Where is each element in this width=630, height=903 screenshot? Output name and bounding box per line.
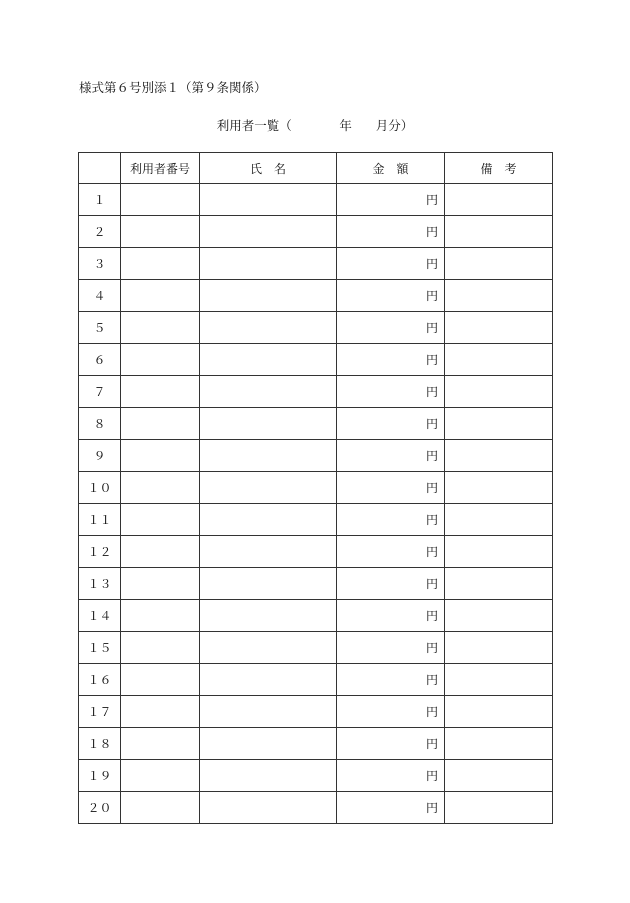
amount-cell[interactable]: 円 <box>337 280 445 312</box>
amount-cell[interactable]: 円 <box>337 472 445 504</box>
row-number: ９ <box>79 440 121 472</box>
amount-cell[interactable]: 円 <box>337 760 445 792</box>
user-number-cell[interactable] <box>121 600 200 632</box>
name-cell[interactable] <box>200 376 337 408</box>
name-cell[interactable] <box>200 408 337 440</box>
remarks-cell[interactable] <box>445 568 553 600</box>
title-month-blank <box>352 118 376 133</box>
row-number: １６ <box>79 664 121 696</box>
name-cell[interactable] <box>200 216 337 248</box>
table-row <box>79 568 553 600</box>
user-number-cell[interactable] <box>121 280 200 312</box>
name-cell[interactable] <box>200 760 337 792</box>
remarks-cell[interactable] <box>445 312 553 344</box>
remarks-cell[interactable] <box>445 440 553 472</box>
remarks-cell[interactable] <box>445 504 553 536</box>
row-number: １５ <box>79 632 121 664</box>
table-row <box>79 760 553 792</box>
table-row <box>79 792 553 824</box>
form-number-label: 様式第６号別添１（第９条関係） <box>79 80 267 95</box>
row-number: ２０ <box>79 792 121 824</box>
remarks-cell[interactable] <box>445 344 553 376</box>
name-cell[interactable] <box>200 696 337 728</box>
name-cell[interactable] <box>200 440 337 472</box>
name-cell[interactable] <box>200 312 337 344</box>
name-cell[interactable] <box>200 568 337 600</box>
table-row <box>79 696 553 728</box>
amount-cell[interactable]: 円 <box>337 312 445 344</box>
row-number: ７ <box>79 376 121 408</box>
user-list-table <box>78 152 553 824</box>
row-number: ４ <box>79 280 121 312</box>
user-number-cell[interactable] <box>121 344 200 376</box>
user-number-cell[interactable] <box>121 216 200 248</box>
amount-cell[interactable]: 円 <box>337 600 445 632</box>
table-row <box>79 632 553 664</box>
remarks-cell[interactable] <box>445 792 553 824</box>
remarks-cell[interactable] <box>445 632 553 664</box>
row-number: １８ <box>79 728 121 760</box>
remarks-cell[interactable] <box>445 184 553 216</box>
remarks-cell[interactable] <box>445 760 553 792</box>
name-cell[interactable] <box>200 184 337 216</box>
table-row <box>79 248 553 280</box>
row-number: ８ <box>79 408 121 440</box>
amount-cell[interactable]: 円 <box>337 184 445 216</box>
name-cell[interactable] <box>200 600 337 632</box>
name-cell[interactable] <box>200 728 337 760</box>
table-row <box>79 504 553 536</box>
remarks-cell[interactable] <box>445 728 553 760</box>
name-cell[interactable] <box>200 472 337 504</box>
table-row <box>79 344 553 376</box>
title-year-blank <box>292 118 340 133</box>
amount-cell[interactable]: 円 <box>337 664 445 696</box>
table-row <box>79 536 553 568</box>
user-number-cell[interactable] <box>121 248 200 280</box>
amount-cell[interactable]: 円 <box>337 568 445 600</box>
remarks-cell[interactable] <box>445 248 553 280</box>
row-number: ２ <box>79 216 121 248</box>
row-number: １１ <box>79 504 121 536</box>
table-row <box>79 600 553 632</box>
header-remarks: 備 考 <box>445 153 553 184</box>
table-row <box>79 440 553 472</box>
document-title <box>0 118 630 134</box>
remarks-cell[interactable] <box>445 216 553 248</box>
title-month-unit: 月分） <box>375 118 414 133</box>
table-row <box>79 376 553 408</box>
amount-cell[interactable]: 円 <box>337 504 445 536</box>
row-number: １７ <box>79 696 121 728</box>
user-number-cell[interactable] <box>121 568 200 600</box>
amount-cell[interactable]: 円 <box>337 376 445 408</box>
row-number: １ <box>79 184 121 216</box>
table-header-row <box>79 153 553 184</box>
amount-cell[interactable]: 円 <box>337 632 445 664</box>
remarks-cell[interactable] <box>445 376 553 408</box>
table-row <box>79 184 553 216</box>
title-prefix: 利用者一覧（ <box>216 118 292 133</box>
row-number: ３ <box>79 248 121 280</box>
remarks-cell[interactable] <box>445 280 553 312</box>
name-cell[interactable] <box>200 664 337 696</box>
remarks-cell[interactable] <box>445 600 553 632</box>
amount-cell[interactable]: 円 <box>337 536 445 568</box>
row-number: １２ <box>79 536 121 568</box>
user-number-cell[interactable] <box>121 312 200 344</box>
user-number-cell[interactable] <box>121 504 200 536</box>
table-row <box>79 280 553 312</box>
row-number: ６ <box>79 344 121 376</box>
amount-cell[interactable]: 円 <box>337 696 445 728</box>
user-number-cell[interactable] <box>121 408 200 440</box>
table-row <box>79 408 553 440</box>
table-row <box>79 216 553 248</box>
name-cell[interactable] <box>200 632 337 664</box>
header-amount: 金 額 <box>337 153 445 184</box>
name-cell[interactable] <box>200 792 337 824</box>
remarks-cell[interactable] <box>445 472 553 504</box>
amount-cell[interactable]: 円 <box>337 216 445 248</box>
name-cell[interactable] <box>200 504 337 536</box>
user-number-cell[interactable] <box>121 376 200 408</box>
amount-cell[interactable]: 円 <box>337 344 445 376</box>
remarks-cell[interactable] <box>445 536 553 568</box>
table-row <box>79 728 553 760</box>
row-number: １９ <box>79 760 121 792</box>
row-number: １３ <box>79 568 121 600</box>
user-number-cell[interactable] <box>121 472 200 504</box>
user-number-cell[interactable] <box>121 664 200 696</box>
header-name: 氏 名 <box>200 153 337 184</box>
remarks-cell[interactable] <box>445 408 553 440</box>
header-row-number <box>79 153 121 184</box>
amount-cell[interactable]: 円 <box>337 248 445 280</box>
user-number-cell[interactable] <box>121 632 200 664</box>
user-number-cell[interactable] <box>121 440 200 472</box>
user-number-cell[interactable] <box>121 184 200 216</box>
row-number: ５ <box>79 312 121 344</box>
user-number-cell[interactable] <box>121 728 200 760</box>
name-cell[interactable] <box>200 344 337 376</box>
amount-cell[interactable]: 円 <box>337 408 445 440</box>
name-cell[interactable] <box>200 280 337 312</box>
amount-cell[interactable]: 円 <box>337 440 445 472</box>
amount-cell[interactable]: 円 <box>337 728 445 760</box>
name-cell[interactable] <box>200 536 337 568</box>
user-number-cell[interactable] <box>121 696 200 728</box>
title-year-unit: 年 <box>339 118 352 133</box>
user-number-cell[interactable] <box>121 536 200 568</box>
user-number-cell[interactable] <box>121 760 200 792</box>
row-number: １０ <box>79 472 121 504</box>
table-row <box>79 472 553 504</box>
amount-cell[interactable]: 円 <box>337 792 445 824</box>
header-user-number: 利用者番号 <box>121 153 200 184</box>
table-row <box>79 312 553 344</box>
remarks-cell[interactable] <box>445 696 553 728</box>
name-cell[interactable] <box>200 248 337 280</box>
row-number: １４ <box>79 600 121 632</box>
user-number-cell[interactable] <box>121 792 200 824</box>
remarks-cell[interactable] <box>445 664 553 696</box>
table-row <box>79 664 553 696</box>
table-body <box>79 184 553 824</box>
